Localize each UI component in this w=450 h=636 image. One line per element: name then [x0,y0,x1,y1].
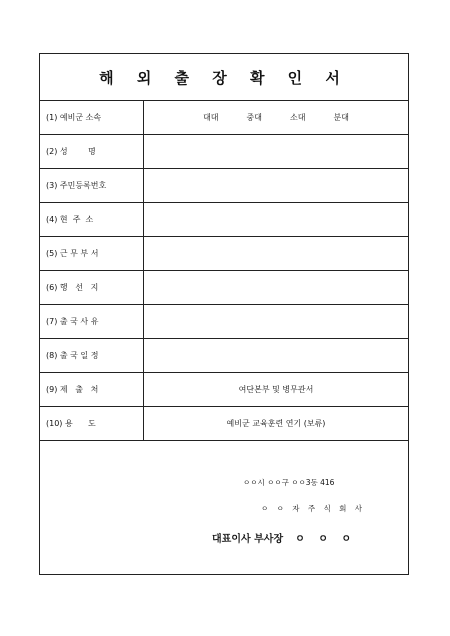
unit-list [203,112,349,123]
row-label: (5) 근 무 부 서 [40,237,144,270]
form-row-resident-number [40,169,408,203]
company-name: ㅇ ㅇ 자 주 식 회 사 [261,504,366,513]
row-value[interactable] [144,237,408,270]
signer-seal: ㅇ ㅇ ㅇ [295,534,357,545]
row-value[interactable] [144,305,408,338]
row-label: (3) 주민등록번호 [40,169,144,202]
row-value[interactable] [144,135,408,168]
title-row [40,54,408,101]
form-row-purpose [40,407,408,441]
form-row-unit [40,101,408,135]
signer-line [212,530,356,545]
row-value[interactable] [144,271,408,304]
form-row-departure-schedule [40,339,408,373]
unit-company: 중대 [246,113,262,122]
signature-block [40,441,408,574]
row-label: (8) 출 국 일 정 [40,339,144,372]
row-value-unit [144,101,408,134]
form-row-department [40,237,408,271]
row-label: (6) 행 선 지 [40,271,144,304]
row-label: (1) 예비군 소속 [40,101,144,134]
row-label: (10) 용 도 [40,407,144,440]
unit-battalion: 대대 [203,113,219,122]
row-value[interactable] [144,339,408,372]
row-label: (4) 현 주 소 [40,203,144,236]
row-value[interactable] [144,203,408,236]
row-label: (7) 출 국 사 유 [40,305,144,338]
row-label: (2) 성 명 [40,135,144,168]
row-value: 예비군 교육훈련 연기 (보류) [226,419,326,428]
form-row-departure-reason [40,305,408,339]
form-row-address [40,203,408,237]
confirmation-form [39,53,409,575]
unit-squad: 분대 [333,113,349,122]
form-row-destination [40,271,408,305]
signer-title: 대표이사 부사장 [212,534,284,545]
row-value: 여단본부 및 병무관서 [238,385,314,394]
row-label: (9) 제 출 처 [40,373,144,406]
unit-platoon: 소대 [290,113,306,122]
company-address: ㅇㅇ시 ㅇㅇ구 ㅇㅇ3동 416 [243,478,335,487]
form-row-name [40,135,408,169]
row-value[interactable] [144,169,408,202]
form-row-submit-to [40,373,408,407]
form-title: 해 외 출 장 확 인 서 [99,68,349,87]
